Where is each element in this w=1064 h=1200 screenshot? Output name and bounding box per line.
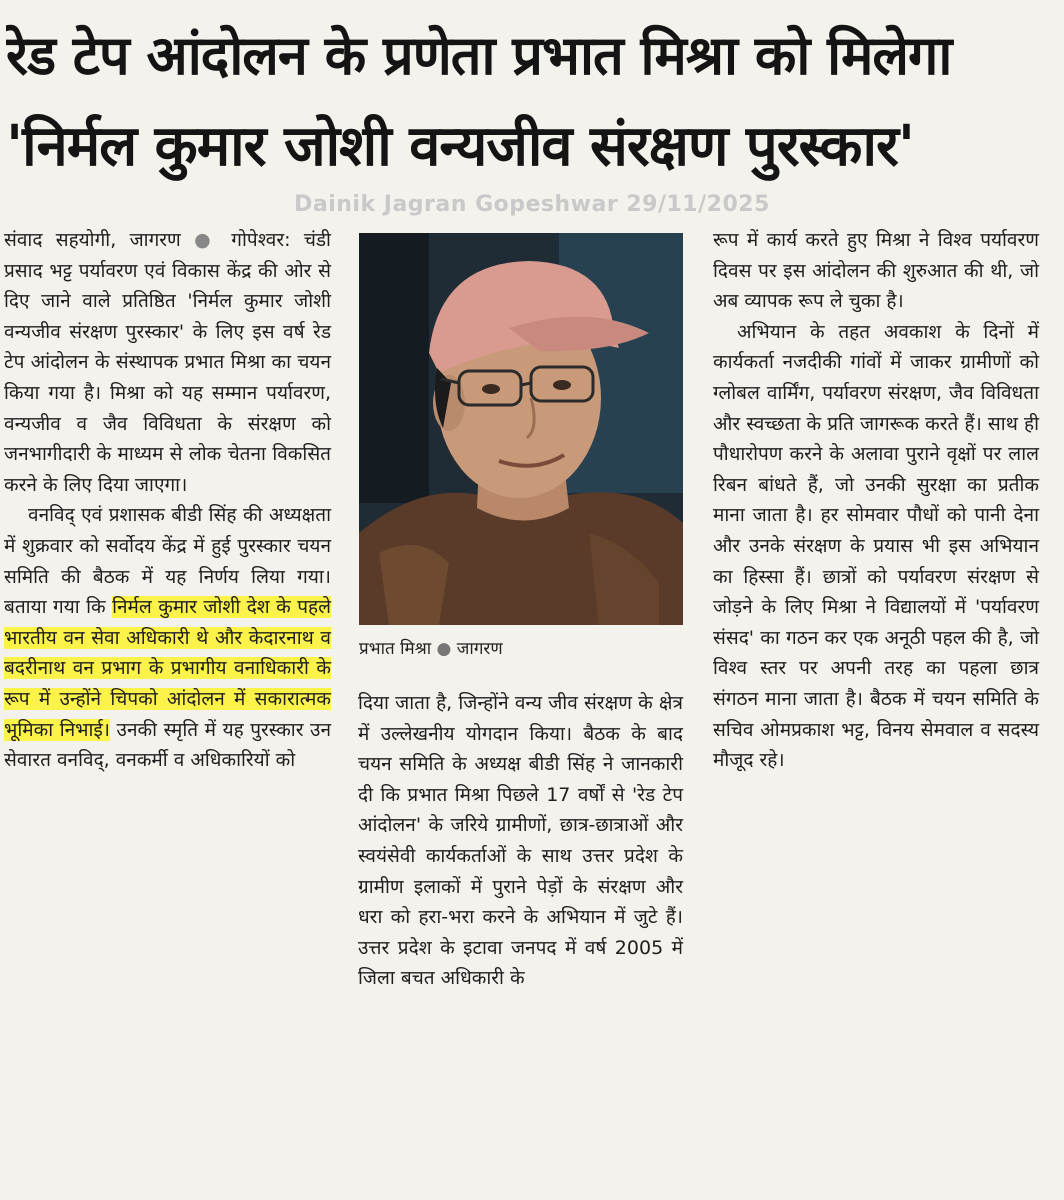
paragraph-text: उनकी स्मृति में यह पुरस्कार उन सेवारत वनविद्, वनकर्मी व अधिकारियों को [4,718,331,772]
portrait-photo [359,233,683,625]
caption-name: प्रभात मिश्रा [359,639,432,659]
source-watermark: Dainik Jagran Gopeshwar 29/11/2025 [294,192,770,217]
paragraph-text: चंडी प्रसाद भट्ट पर्यावरण एवं विकास केंद्र की ओर से दिए जाने वाले प्रतिष्ठित 'निर्मल कुमार जोशी वन्यजीव संरक्षण पुरस्कार' के लिए इस वर्ष रेड टेप आंदोलन के संस्थापक प्रभात मिश्रा का चयन किया गया है। मिश्रा को यह सम्मान पर्यावरण, वन्यजीव व जैव विविधता के संरक्षण को जनभागीदारी के माध्यम से लोक चेतना विकसित करने के लिए दिया जाएगा। [4,229,331,496]
portrait-illustration [359,233,683,625]
article-paragraph: दिया जाता है, जिन्होंने वन्य जीव संरक्षण के क्षेत्र में उल्लेखनीय योगदान किया। बैठक के बाद चयन समिति के अध्यक्ष बीडी सिंह ने जानकारी दी कि प्रभात मिश्रा पिछले 17 वर्षों से 'रेड टेप आंदोलन' के जरिये ग्रामीणों, छात्र-छात्राओं और स्वयंसेवी कार्यकर्ताओं के साथ उत्तर प्रदेश के ग्रामीण इलाकों में पुराने पेड़ों के संरक्षण और धरा को हरा-भरा करने के अभियान में जुटे हैं। उत्तर प्रदेश के इटावा जनपद में वर्ष 2005 में जिला बचत अधिकारी के [358,692,683,990]
photo-caption [359,636,683,659]
article-paragraph: अभियान के तहत अवकाश के दिनों में कार्यकर्ता नजदीकी गांवों में जाकर ग्रामीणों को ग्लोबल वार्मिंग, पर्यावरण संरक्षण, जैव विविधता और स्वच्छता के प्रति जागरूक करते हैं। साथ ही पौधारोपण करने के अलावा पुराने वृक्षों पर लाल रिबन बांधते हैं, जो उनकी सुरक्षा का प्रतीक माना जाता है। हर सोमवार पौधों को पानी देना और उनके संरक्षण के प्रयास भी इस अभियान का हिस्सा हैं। छात्रों को पर्यावरण संरक्षण से जोड़ने के लिए मिश्रा ने विद्यालयों में 'पर्यावरण संसद' का गठन कर एक अनूठी पहल की है, जो विश्व स्तर पर अपनी तरह का पहला छात्र संगठन माना जाता है। बैठक में चयन समिति के सचिव ओमप्रकाश भट्ट, विनय सेमवाल व सदस्य मौजूद रहे। [713,320,1039,772]
bullet-icon: ● [194,229,218,251]
headline-line-2: 'निर्मल कुमार जोशी वन्यजीव संरक्षण पुरस्कार' [6,114,914,179]
paragraph-text: वनविद् एवं प्रशासक बीडी सिंह की अध्यक्षता में शुक्रवार को सर्वोदय केंद्र में हुई पुरस्कार चयन समिति की बैठक में यह निर्णय लिया गया। बताया गया कि [4,504,331,619]
headline-line-1: रेड टेप आंदोलन के प्रणेता प्रभात मिश्रा को मिलेगा [6,24,952,87]
article-paragraph [4,225,331,500]
highlighted-text: निर्मल कुमार जोशी देश के पहले भारतीय वन सेवा अधिकारी थे और केदारनाथ व बदरीनाथ वन प्रभाग के प्रभागीय वनाधिकारी के रूप में उन्होंने चिपको आंदोलन में सकारात्मक भूमिका निभाई। [4,596,332,741]
article-column-left [4,225,331,1195]
bullet-icon: ● [436,639,452,659]
article-column-middle [358,688,683,1188]
byline-source: संवाद सहयोगी, जागरण [4,229,181,251]
article-column-right [713,225,1039,1195]
article-paragraph [4,500,331,775]
byline-place: गोपेश्वर: [231,229,291,251]
caption-credit: जागरण [456,639,503,659]
article-paragraph: रूप में कार्य करते हुए मिश्रा ने विश्व पर्यावरण दिवस पर इस आंदोलन की शुरुआत की थी, जो अब व्यापक रूप ले चुका है। [713,229,1039,313]
